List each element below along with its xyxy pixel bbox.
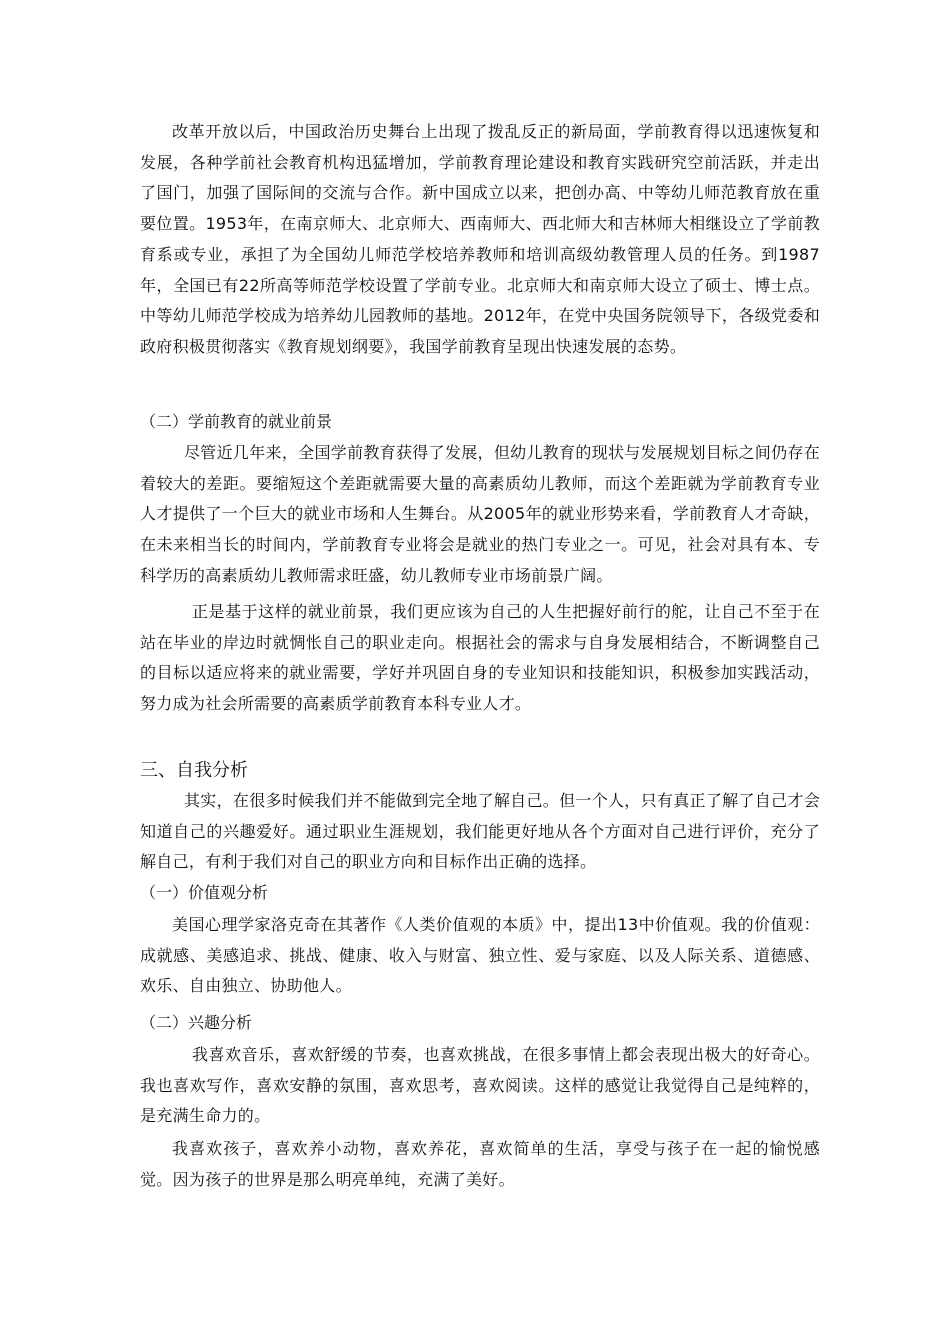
heading-values-analysis: （一）价值观分析	[140, 883, 269, 902]
paragraph-interests: 我喜欢音乐，喜欢舒缓的节奏，也喜欢挑战，在很多事情上都会表现出极大的好奇心。我也喜欢写作，喜欢安静的氛围，喜欢思考，喜欢阅读。这样的感觉让我觉得自己是纯粹的，是充满生命力的。	[140, 1045, 820, 1126]
heading-interest-analysis: （二）兴趣分析	[140, 1013, 253, 1032]
heading-employment-prospects: （二）学前教育的就业前景	[140, 412, 333, 431]
paragraph-children: 我喜欢孩子，喜欢养小动物，喜欢养花，喜欢简单的生活，享受与孩子在一起的愉悦感觉。因为孩子的世界是那么明亮单纯，充满了美好。	[140, 1139, 820, 1189]
section-heading-self-analysis: 三、自我分析	[140, 760, 248, 781]
paragraph-history: 改革开放以后，中国政治历史舞台上出现了拨乱反正的新局面，学前教育得以迅速恢复和发展，各种学前社会教育机构迅猛增加，学前教育理论建设和教育实践研究空前活跃，并走出了国门，加强了国际间的交流与合作。新中国成立以来，把创办高、中等幼儿师范教育放在重要位置。1953年，在南京师大、北京师大、西南师大、西北师大和吉林师大相继设立了学前教育系或专业，承担了为全国幼儿师范学校培养教师和培训高级幼教管理人员的任务。到1987年，全国已有22所高等师范学校设置了学前专业。北京师大和南京师大设立了硕士、博士点。中等幼儿师范学校成为培养幼儿园教师的基地。2012年，在党中央国务院领导下，各级党委和政府积极贯彻落实《教育规划纲要》，我国学前教育呈现出快速发展的态势。	[140, 122, 820, 356]
paragraph-values: 美国心理学家洛克奇在其著作《人类价值观的本质》中，提出13中价值观。我的价值观：成就感、美感追求、挑战、健康、收入与财富、独立性、爱与家庭、以及人际关系、道德感、欢乐、自由独立、协助他人。	[140, 915, 820, 996]
paragraph-career-direction: 正是基于这样的就业前景，我们更应该为自己的人生把握好前行的舵，让自己不至于在站在毕业的岸边时就惆怅自己的职业走向。根据社会的需求与自身发展相结合，不断调整自己的目标以适应将来的就业需要，学好并巩固自身的专业知识和技能知识，积极参加实践活动，努力成为社会所需要的高素质学前教育本科专业人才。	[140, 602, 820, 714]
paragraph-employment: 尽管近几年来，全国学前教育获得了发展，但幼儿教育的现状与发展规划目标之间仍存在着较大的差距。要缩短这个差距就需要大量的高素质幼儿教师，而这个差距就为学前教育专业人才提供了一个巨大的就业市场和人生舞台。从2005年的就业形势来看，学前教育人才奇缺，在未来相当长的时间内，学前教育专业将会是就业的热门专业之一。可见，社会对具有本、专科学历的高素质幼儿教师需求旺盛，幼儿教师专业市场前景广阔。	[140, 443, 820, 585]
paragraph-self-knowledge: 其实，在很多时候我们并不能做到完全地了解自己。但一个人，只有真正了解了自己才会知道自己的兴趣爱好。通过职业生涯规划，我们能更好地从各个方面对自己进行评价，充分了解自己，有利于我们对自己的职业方向和目标作出正确的选择。	[140, 791, 820, 872]
